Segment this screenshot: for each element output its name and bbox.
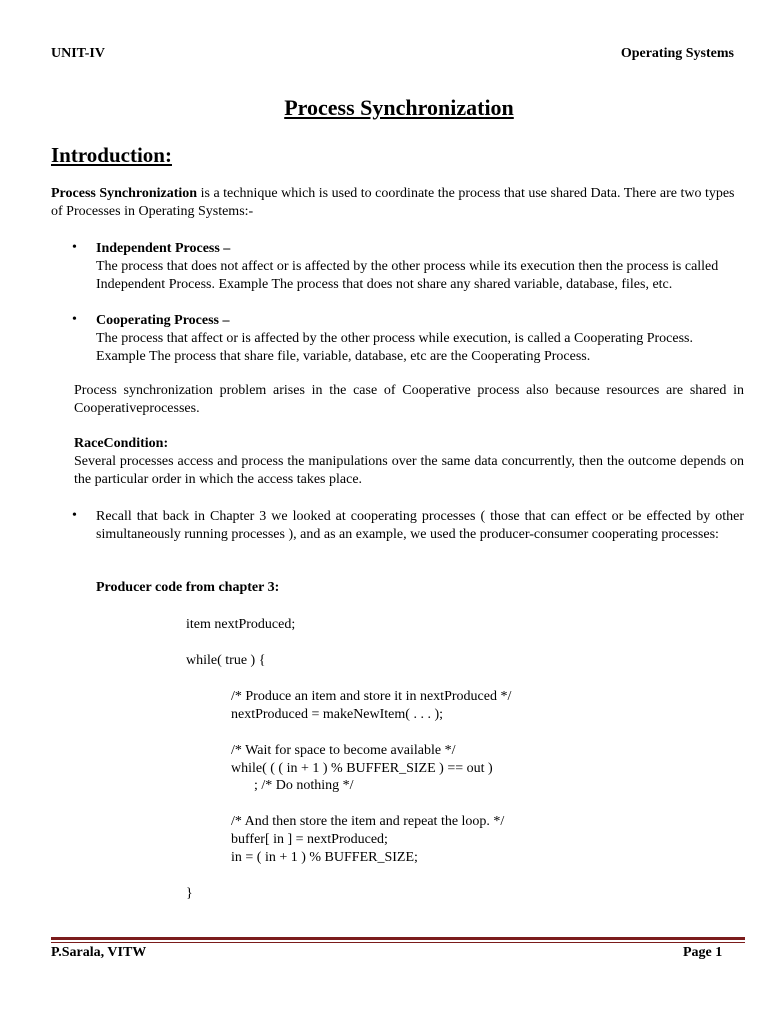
code-line: nextProduced = makeNewItem( . . . ); bbox=[231, 707, 443, 722]
recall-bullet-text: Recall that back in Chapter 3 we looked at cooperating processes ( those that can effect or be effected by other simultaneously running processes ), and as an example, we used the producer-consumer cooperating processes: bbox=[96, 509, 744, 542]
header-subject: Operating Systems bbox=[620, 46, 734, 61]
code-line: while( true ) { bbox=[186, 653, 266, 668]
code-line: /* Produce an item and store it in nextProduced */ bbox=[231, 689, 512, 704]
code-line: /* Wait for space to become available */ bbox=[231, 743, 456, 758]
footer-divider-thin bbox=[51, 942, 745, 943]
intro-heading: Introduction: bbox=[51, 143, 172, 167]
race-condition-heading: RaceCondition: bbox=[74, 436, 169, 451]
list-item-title: Independent Process – bbox=[96, 241, 231, 256]
page-title: Process Synchronization bbox=[284, 95, 514, 120]
code-line: buffer[ in ] = nextProduced; bbox=[231, 832, 388, 847]
code-line: /* And then store the item and repeat the loop. */ bbox=[231, 814, 505, 829]
code-line: ; /* Do nothing */ bbox=[254, 778, 354, 793]
list-item-title: Cooperating Process – bbox=[96, 313, 230, 328]
code-line: } bbox=[186, 886, 193, 901]
list-item-independent bbox=[96, 240, 744, 294]
race-condition-text: Several processes access and process the manipulations over the same data concurrently, then the outcome depends on the particular order in which the access takes place. bbox=[74, 454, 744, 487]
list-item-cooperating bbox=[96, 312, 744, 366]
intro-bold-term: Process Synchronization bbox=[51, 186, 198, 201]
sync-problem-paragraph: Process synchronization problem arises in the case of Cooperative process also because resources are shared in Cooperativeprocesses. bbox=[74, 383, 744, 416]
page-number: Page 1 bbox=[683, 945, 723, 960]
list-item-text: The process that affect or is affected by the other process while execution, is called a Cooperating Process. Example The process that share file, variable, database, etc are the Cooperating Process. bbox=[96, 331, 693, 364]
intro-text: is a technique which is used to coordinate the process that use shared Data. There are two types of Processes in Operating Systems:- bbox=[51, 186, 735, 219]
code-line: in = ( in + 1 ) % BUFFER_SIZE; bbox=[231, 850, 418, 865]
code-line: while( ( ( in + 1 ) % BUFFER_SIZE ) == out ) bbox=[231, 761, 493, 776]
list-item-text: The process that does not affect or is affected by the other process while its execution then the process is called Independent Process. Example The process that does not share any shared variable, database, files, etc. bbox=[96, 259, 719, 292]
code-line: item nextProduced; bbox=[186, 617, 296, 632]
producer-heading: Producer code from chapter 3: bbox=[96, 580, 280, 595]
header-unit: UNIT-IV bbox=[51, 46, 105, 61]
intro-paragraph bbox=[51, 185, 744, 221]
bullet-icon: • bbox=[72, 312, 77, 327]
bullet-icon: • bbox=[72, 508, 77, 523]
bullet-icon: • bbox=[72, 240, 77, 255]
footer-author: P.Sarala, VITW bbox=[51, 945, 147, 960]
footer-divider bbox=[51, 937, 745, 940]
